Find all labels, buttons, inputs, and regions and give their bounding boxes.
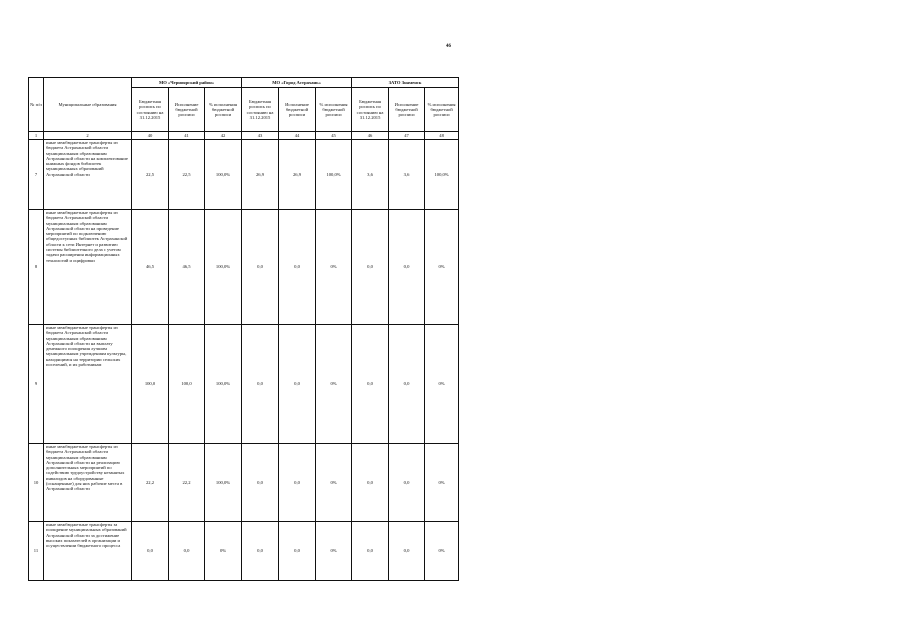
value-cell: 0% [316,522,352,581]
header-plan: Бюджетная роспись по состоянию на 31.12.2015 [242,88,279,132]
value-cell: 0% [316,444,352,522]
value-cell: 100,0% [316,140,352,210]
row-num: 11 [29,522,44,581]
value-cell: 0,0 [242,210,279,325]
value-cell: 0,0 [242,522,279,581]
header-pct: % исполнения бюджетной росписи [316,88,352,132]
value-cell: 100,0% [205,444,242,522]
row-description: иные межбюджетные трансферты из бюджета Астраханской области муниципальным образованиям Астраханской области на выплату денежного поощрения лучшим муниципальным учреждениям культуры, находящимся на территории сельских поселений, и их работникам [44,325,132,444]
row-num: 7 [29,140,44,210]
value-cell: 0,0 [242,325,279,444]
value-cell: 0% [425,444,459,522]
value-cell: 0,0 [389,444,425,522]
value-cell: 0,0 [352,325,389,444]
value-cell: 0% [425,522,459,581]
index-cell: 41 [169,132,205,140]
row-description: иные межбюджетные трансферты из бюджета Астраханской области муниципальным образованиям Астраханской области на реализацию дополнительных мероприятий по содействию трудоустройству незанятых инвалидов на оборудованные (оснащенные) для них рабочие места в Астраханской области [44,444,132,522]
value-cell: 3,6 [389,140,425,210]
header-group-1: МО «Черноярский район» [132,78,242,88]
value-cell: 0,0 [169,522,205,581]
table-row [29,444,459,522]
value-cell: 0,0 [132,522,169,581]
value-cell: 0,0 [352,444,389,522]
index-cell: 42 [205,132,242,140]
row-num: 8 [29,210,44,325]
value-cell: 100,0% [205,140,242,210]
value-cell: 0% [425,325,459,444]
row-description: иные межбюджетные трансферты за поощрение муниципальных образований Астраханской области за достижение высоких показателей в организации и осуществлении бюджетного процесса [44,522,132,581]
value-cell: 26,9 [242,140,279,210]
table-row [29,210,459,325]
value-cell: 0,0 [389,522,425,581]
header-exec: Исполнение бюджетной росписи [389,88,425,132]
value-cell: 0,0 [352,522,389,581]
index-cell: 44 [279,132,316,140]
table-row [29,522,459,581]
header-plan: Бюджетная роспись по состоянию на 31.12.2015 [132,88,169,132]
index-cell: 43 [242,132,279,140]
header-index-row [29,132,459,140]
index-cell: 46 [352,132,389,140]
header-municipality: Муниципальные образования [44,78,132,132]
header-exec: Исполнение бюджетной росписи [279,88,316,132]
index-cell: 40 [132,132,169,140]
header-exec: Исполнение бюджетной росписи [169,88,205,132]
header-group-2: МО «Город Астрахань» [242,78,352,88]
row-description: иные межбюджетные трансферты из бюджета Астраханской области муниципальным образованиям Астраханской области на проведение мероприятий по подключению общедоступных библиотек Астраханской области к сети Интернет и развитию системы библиотечного дела с учетом задачи расширения информационных технологий и оцифровки [44,210,132,325]
value-cell: 0,0 [279,444,316,522]
header-pct: % исполнения бюджетной росписи [205,88,242,132]
index-cell: 2 [44,132,132,140]
budget-execution-table [28,77,459,581]
value-cell: 0,0 [389,325,425,444]
value-cell: 100,0% [205,210,242,325]
value-cell: 26,9 [279,140,316,210]
value-cell: 100,0 [169,325,205,444]
value-cell: 100,0 [132,325,169,444]
value-cell: 100,0% [205,325,242,444]
row-description: иные межбюджетные трансферты из бюджета Астраханской области муниципальным образованиям Астраханской области на комплектование книжных фондов библиотек муниципальных образований Астраханской области [44,140,132,210]
header-group-row [29,78,459,88]
value-cell: 0% [316,325,352,444]
value-cell: 0,0 [279,325,316,444]
table-row [29,325,459,444]
value-cell: 22,5 [132,140,169,210]
header-pct: % исполнения бюджетной росписи [425,88,459,132]
value-cell: 100,0% [425,140,459,210]
value-cell: 0% [316,210,352,325]
index-cell: 45 [316,132,352,140]
header-group-3: ЗАТО Знаменск [352,78,459,88]
index-cell: 1 [29,132,44,140]
value-cell: 0,0 [389,210,425,325]
value-cell: 22,5 [169,140,205,210]
value-cell: 0,0 [279,522,316,581]
header-num: № п/п [29,78,44,132]
header-plan: Бюджетная роспись по состоянию на 31.12.2015 [352,88,389,132]
index-cell: 48 [425,132,459,140]
value-cell: 0% [205,522,242,581]
value-cell: 3,6 [352,140,389,210]
index-cell: 47 [389,132,425,140]
table-row [29,140,459,210]
value-cell: 46,5 [132,210,169,325]
page-number: 46 [446,44,451,49]
value-cell: 0,0 [242,444,279,522]
value-cell: 0% [425,210,459,325]
value-cell: 46,5 [169,210,205,325]
value-cell: 22,2 [132,444,169,522]
row-num: 9 [29,325,44,444]
row-num: 10 [29,444,44,522]
value-cell: 0,0 [279,210,316,325]
value-cell: 22,2 [169,444,205,522]
value-cell: 0,0 [352,210,389,325]
